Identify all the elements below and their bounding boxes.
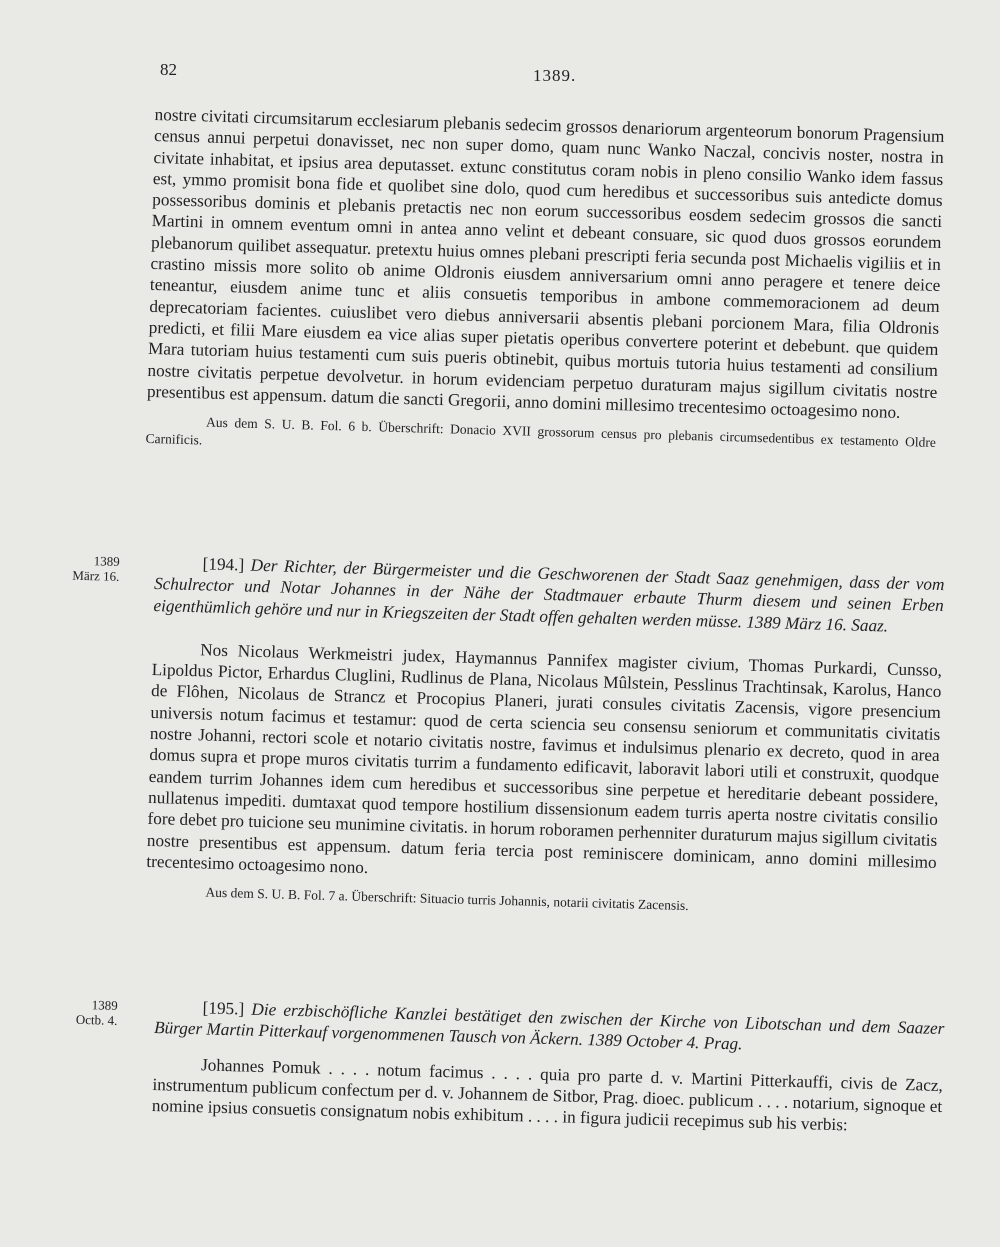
section-3-margin-date: Octb. 4. xyxy=(75,1011,118,1028)
section-1-body: nostre civitati circumsitarum ecclesiarum plebanis sedecim grossos denariorum argenteorum bonorum Pragensium census annui perpetui donavisset, nec non super domo, quam nunc Wanko Naczal, concivis noster, nostra in civitate inhabitat, et ipsius area deputasset. extunc constitutus coram nobis in pleno consilio Wanko idem fassus est, ymmo promisit bona fide et quolibet sine dolo, quod cum heredibus et successoribus suis antedicte domus possessoribus dominis et plebanis pretactis nec non eorum successoribus eosdem sedecim grossos die sancti Martini in omnem eventum omni in antea anno velint et debeant consuare, sic quod duos grossos eorundem plebanorum quilibet assequatur. pretextu huius omnes plebani prescripti feria secunda post Michaelis vigiliis et in crastino missis more solito ob anime Oldronis eiusdem anniversarium omni anno peragere et tenere deice teneantur, eiusdem anime tunc et aliis consuetis temporibus in ambone commemoracionem ad deum deprecatoriam facientes. cuiuslibet vero diebus anniversarii absentis plebani porcionem Mara, filia Oldronis predicti, et filii Mare eiusdem ea vice alias super pietatis operibus convertere poterint et debebunt. que quidem Mara tutoriam huius testamenti cum suis pueris obtinebit, quibus mortuis tutoria huius testamenti ad consilium nostre civitatis perpetue devolvetur. in horum evidenciam perpetuo duraturam majus sigillum civitatis nostre presentibus est appensum. datum die sancti Gregorii, anno domini millesimo trecentesimo octoagesimo nono. xyxy=(146,104,945,422)
section-2-source-note: Aus dem S. U. B. Fol. 7 a. Überschrift: Situacio turris Johannis, notarii civitatis Zacensis. xyxy=(205,884,689,914)
section-3-margin-note xyxy=(47,996,118,1028)
section-2 xyxy=(145,552,944,922)
section-2-heading xyxy=(153,552,944,638)
running-head-year: 1389. xyxy=(533,66,577,85)
section-3-heading xyxy=(154,996,945,1061)
section-3-margin-year: 1389 xyxy=(91,997,118,1013)
page-number: 82 xyxy=(160,60,177,79)
section-1 xyxy=(145,104,944,470)
section-2-margin-year: 1389 xyxy=(93,553,120,569)
section-3-heading-text: Die erzbischöfliche Kanzlei bestätiget den zwischen der Kirche von Libotschan und dem Saazer Bürger Martin Pitterkauf vorgenommenen Tausch von Äckern. 1389 October 4. Prag. xyxy=(153,999,945,1054)
section-2-margin-note xyxy=(49,552,120,584)
section-2-body: Nos Nicolaus Werkmeistri judex, Haymannus Pannifex magister civium, Thomas Purkardi, Cunsso, Lipoldus Pictor, Erhardus Cluglini, Rudlinus de Plana, Nicolaus Mûlstein, Pesslinus Trachtinsak, Karolus, Hanco de Flôhen, Nicolaus de Strancz et Procopius Planeri, jurati consules civitatis Zacensis, vigore presencium universis notum facimus et testamur: quod de certa sciencia seu consensu seniorum et communitatis civitatis nostre Johanni, rectori scole et notario civitatis nostre, favimus et indulsimus plenario ex decreto, quod in area domus supra et prope muros civitatis turrim a fundamento edificavit, laboravit labori utili et construxit, quodque eandem turrim Johannes idem cum heredibus et successoribus sine perpetue et hereditarie debeant possidere, nullatenus impediti. dumtaxat quod tempore hostilium dissensionum eadem turris aperta nostre civitatis consilio fore debet pro tuicione seu munimine civitatis. in horum roboramen perhenniter duraturum majus sigillum civitatis nostre presentibus est appensum. datum feria tercia post reminiscere dominicam, anno domini millesimo trecentesimo octoagesimo nono. xyxy=(146,640,943,877)
section-2-number: [194.] xyxy=(202,554,245,575)
section-3-number: [195.] xyxy=(202,998,245,1019)
section-2-heading-text: Der Richter, der Bürgermeister und die Geschworenen der Stadt Saaz genehmigen, dass der vom Schulrector und Notar Johannes in der Nähe der Stadtmauer erbaute Thurm diesem und seinen Erben eigenthümlich gehöre und nur in Kriegszeiten der Stadt offen gehalten werden müsse. 1389 März 16. Saaz. xyxy=(153,555,945,636)
section-1-source-note: Aus dem S. U. B. Fol. 6 b. Überschrift: Donacio XVII grossorum census pro plebanis circumsedentibus ex testamento Oldre Carnificis. xyxy=(145,414,937,451)
section-2-margin-date: März 16. xyxy=(72,567,120,584)
section-3-body: Johannes Pomuk . . . . notum facimus . . . . quia pro parte d. v. Martini Pitterkauffi, civis de Zacz, instrumentum publicum confectum per d. v. Johannem de Sitbor, Prag. dioec. publicum . . . . notarium, signoque et nomine ipsius consuetis consignatum nobis exhibitum . . . . in figura judicii recepimus sub his verbis: xyxy=(151,1054,944,1135)
section-3 xyxy=(152,996,945,1138)
